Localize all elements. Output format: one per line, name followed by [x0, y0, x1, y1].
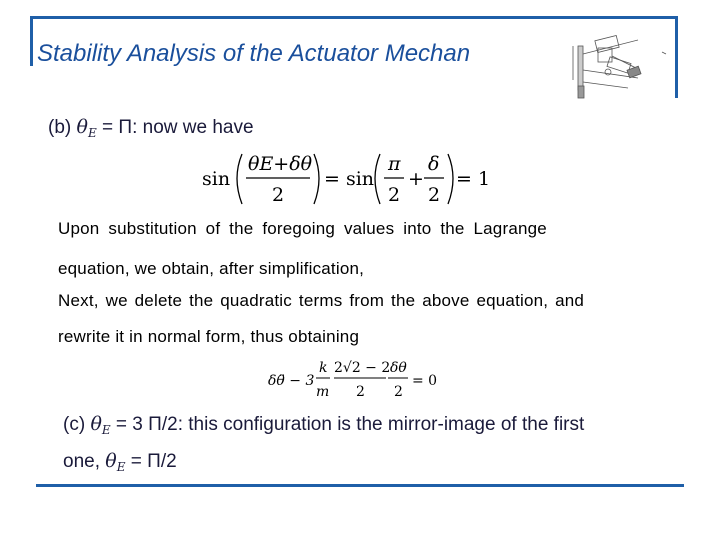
eq1-num3: δ: [428, 153, 440, 175]
equation-sin: [200, 146, 490, 210]
case-c2-text: = Π/2: [125, 451, 177, 472]
frame-left-rule: [30, 16, 33, 66]
eq2-den-m: m: [316, 384, 330, 400]
eq1-den3: 2: [428, 184, 441, 206]
eq1-eq-sin: = sin: [324, 168, 375, 190]
eq2-den-dt: 2: [394, 384, 403, 400]
theta-subscript: E: [101, 423, 111, 437]
eq1-den1: 2: [272, 184, 285, 206]
case-c-continuation: [63, 450, 177, 474]
eq2-den-frac: 2: [356, 384, 365, 400]
eq1-sin-left: sin: [202, 168, 231, 190]
eq1-plus: +: [408, 168, 424, 190]
case-c2-label: one,: [63, 451, 100, 472]
paragraph-normal-form: rewrite it in normal form, thus obtaining: [58, 327, 360, 346]
case-c-line: [63, 413, 584, 437]
mechanism-diagram-image: [568, 20, 678, 106]
theta-symbol: θ: [105, 450, 117, 472]
theta-subscript: E: [116, 460, 126, 474]
paragraph-equation-result: equation, we obtain, after simplification,: [58, 259, 365, 278]
case-c-label: (c): [63, 414, 86, 435]
eq2-lhs: δθ̈ − 3: [268, 373, 315, 389]
paragraph-quadratic: Next, we delete the quadratic terms from the above equation, and: [58, 291, 585, 310]
eq2-rhs: = 0: [412, 373, 438, 389]
case-c-text: = 3 Π/2: this configuration is the mirror-image of the first: [110, 414, 585, 435]
paragraph-substitution: Upon substitution of the foregoing values into the Lagrange: [58, 219, 547, 238]
case-b-text: = Π: now we have: [96, 117, 254, 138]
eq1-rhs: = 1: [456, 168, 490, 190]
frame-bottom-rule: [36, 484, 684, 487]
equation-normal-form: [268, 358, 448, 406]
eq1-num2: π: [388, 153, 401, 175]
theta-symbol: θ: [90, 413, 102, 435]
eq2-num-k: k: [319, 360, 328, 376]
eq1-den2: 2: [388, 184, 401, 206]
case-b-label: (b): [48, 117, 72, 138]
eq1-num1: θE+δθ: [248, 153, 313, 175]
frame-top-rule: [30, 16, 678, 19]
slide-title: Stability Analysis of the Actuator Mechan: [37, 40, 471, 67]
theta-subscript: E: [87, 126, 97, 140]
eq2-num-dt: δθ: [390, 360, 407, 376]
eq2-num-frac: 2√2 − 2: [334, 360, 391, 376]
case-b-line: [48, 116, 254, 140]
theta-symbol: θ: [76, 116, 88, 138]
